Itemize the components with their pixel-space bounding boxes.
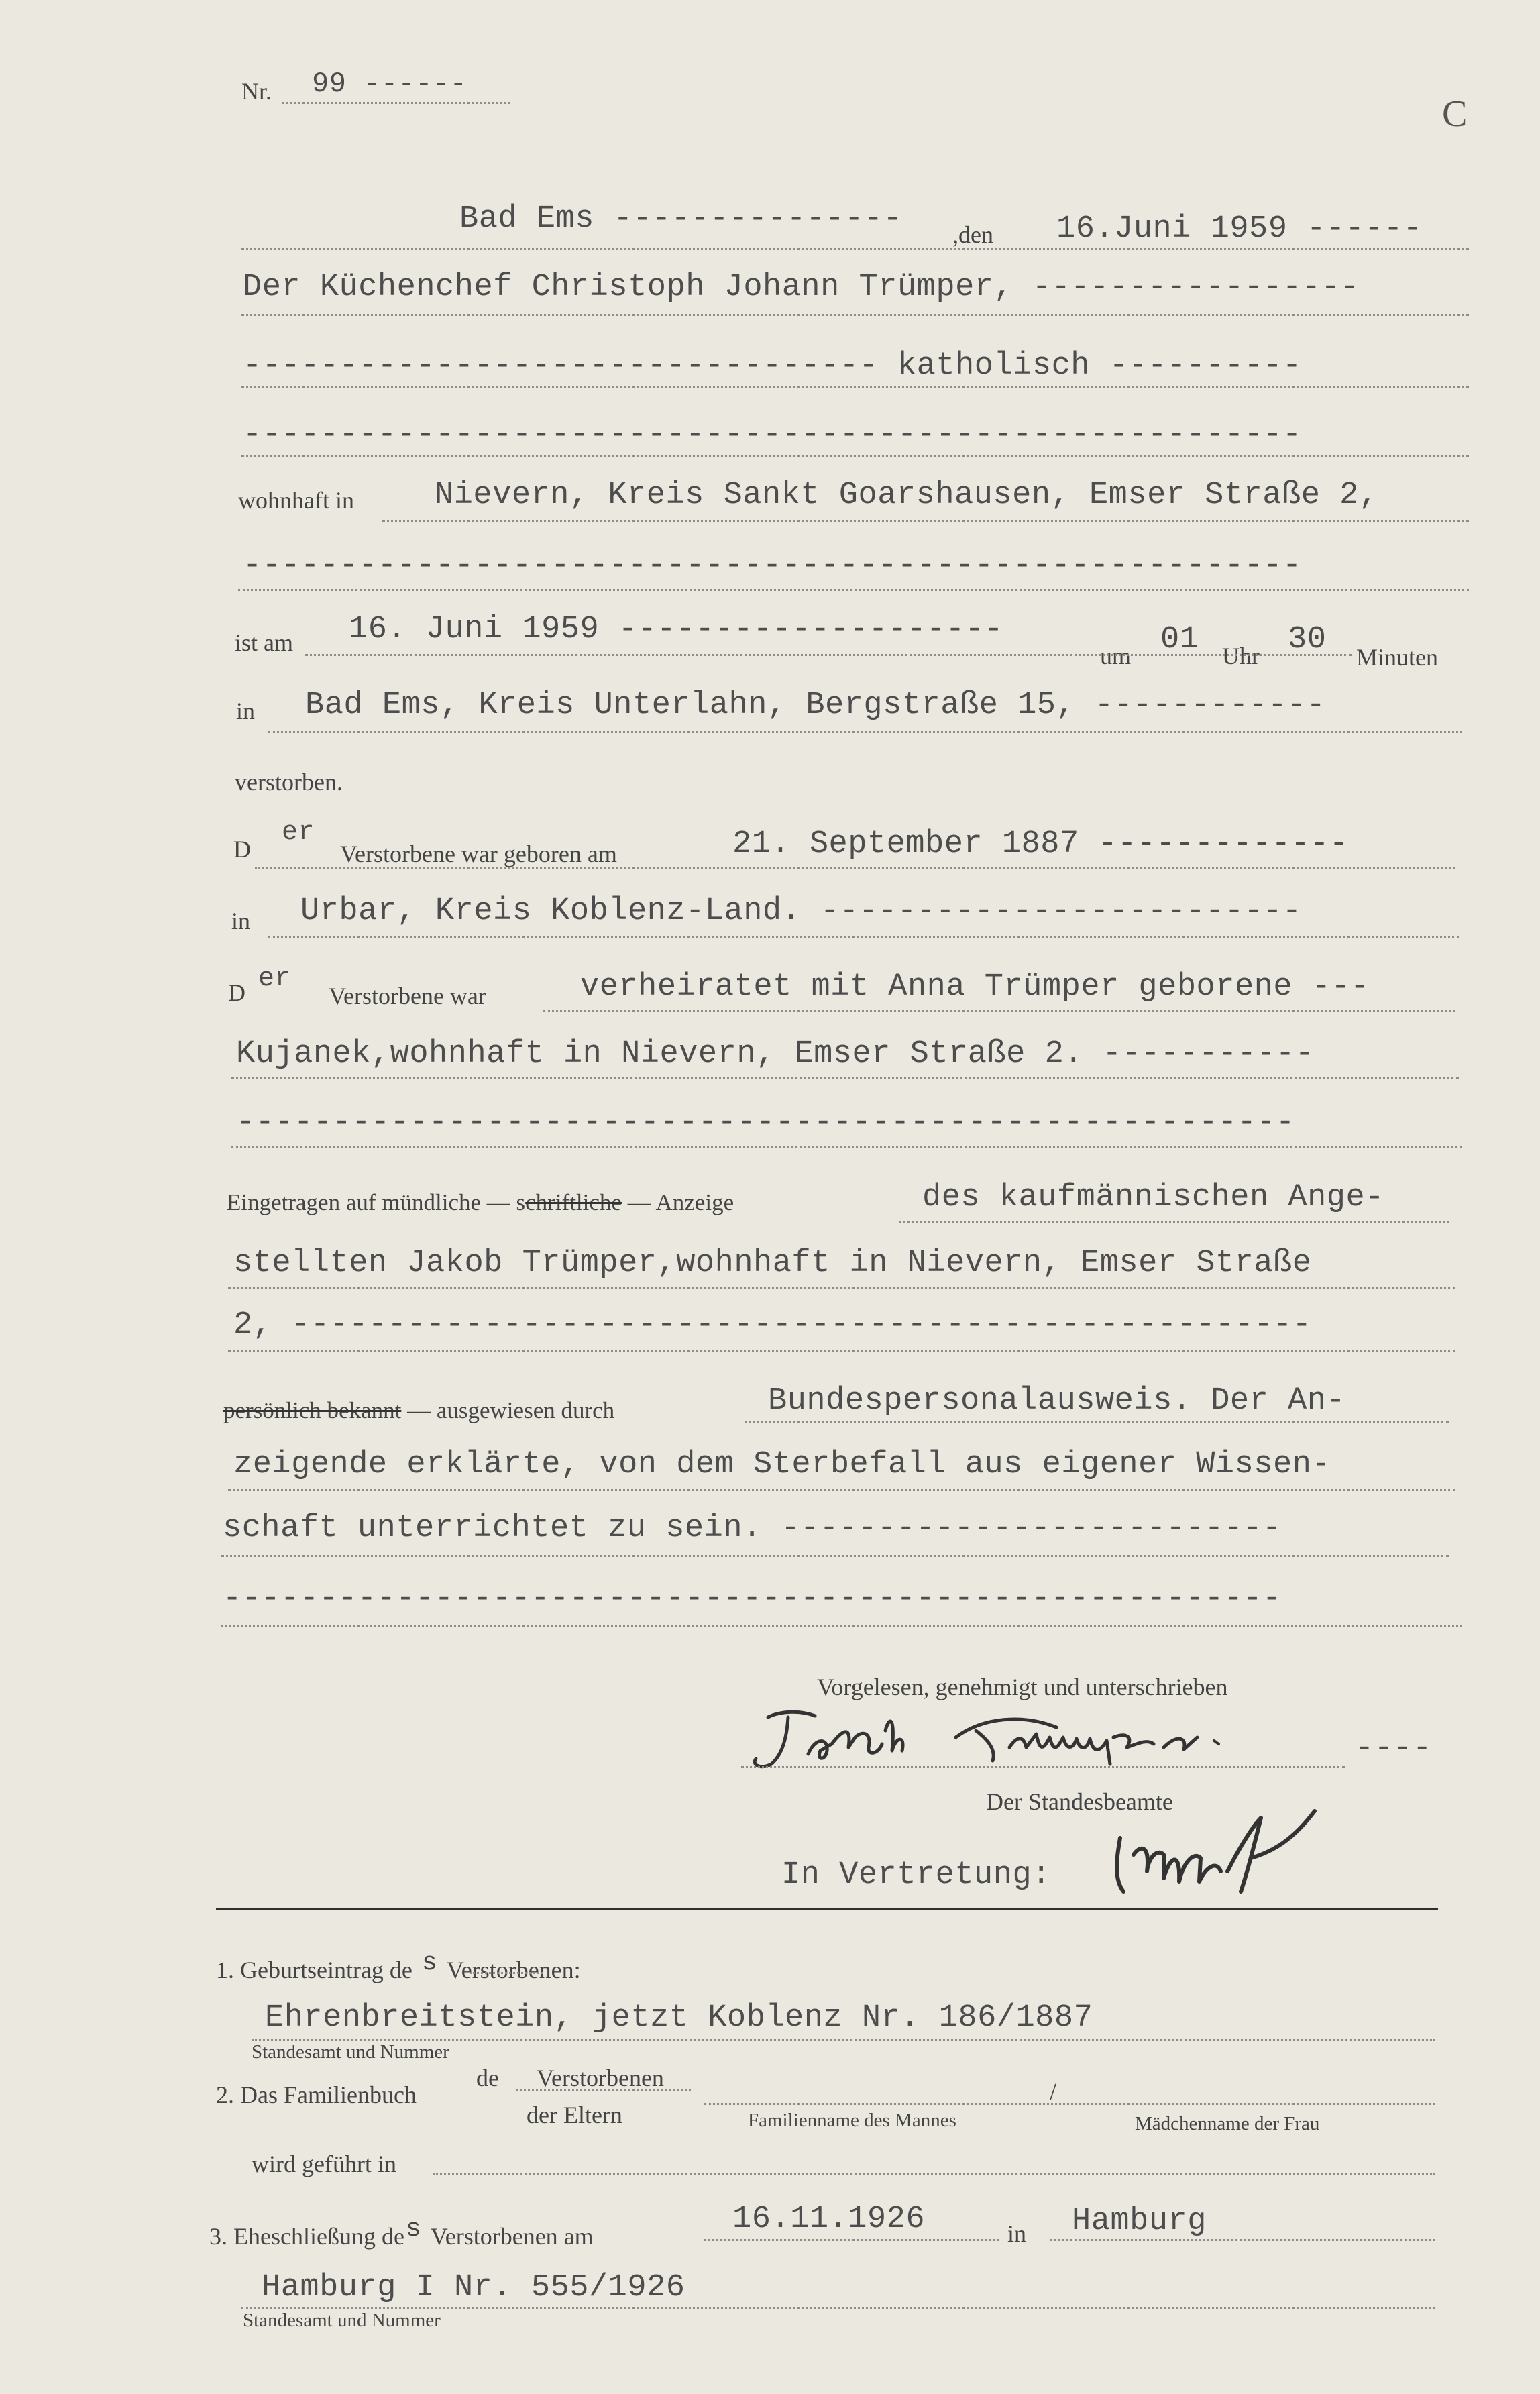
death-minute-value: 30 [1288,622,1327,657]
identification-line-3: schaft unterrichtet zu sein. -------------------------- [223,1511,1282,1546]
line-identification-3 [221,1555,1449,1557]
informant-line-3: 2, ----------------------------------------------------- [233,1307,1312,1343]
ist-am-label: ist am [235,629,293,656]
line-note-2-de [516,2089,691,2091]
death-in-label: in [236,698,256,724]
line-death-place [268,731,1462,733]
informant-label-b: — Anzeige [627,1189,734,1215]
note-2-gefuehrt: wird geführt in [252,2151,396,2177]
marital-line-1: verheiratet mit Anna Trümper geborene --- [580,969,1370,1005]
corner-letter: C [1442,93,1468,135]
marital-line-2: Kujanek,wohnhaft in Nievern, Emser Straße 2. ----------- [236,1036,1315,1072]
line-wohnhaft [382,520,1469,522]
note-1-caption: Standesamt und Nummer [252,2041,449,2063]
informant-line-1: des kaufmännischen Ange- [922,1180,1384,1215]
note-3-suffix: s [405,2215,421,2244]
death-place-value: Bad Ems, Kreis Unterlahn, Bergstraße 15, ------------ [305,688,1326,723]
note-3-place: Hamburg [1072,2203,1207,2239]
note-3-label-a: 3. Eheschließung de [209,2223,404,2250]
nr-label: Nr. [241,78,272,105]
uhr-label: Uhr [1222,643,1260,669]
note-3-label [209,2217,594,2248]
um-label: um [1100,643,1132,669]
registrar-label: Der Standesbeamte [986,1788,1173,1815]
line-identification-4 [221,1625,1462,1627]
note-3-in: in [1007,2220,1027,2247]
deceased-line-2: --------------------------------- katholisch ---------- [243,348,1302,384]
birth-d-label: D [233,836,251,863]
den-label: ,den [952,221,993,248]
line-informant-signature [741,1766,1345,1768]
wohnhaft-label: wohnhaft in [238,487,354,514]
note-1-label-b: Verstorbenen: [446,1957,581,1983]
minuten-label: Minuten [1356,644,1438,671]
death-date-value: 16. Juni 1959 -------------------- [349,612,1003,647]
line-deceased-2 [241,386,1469,388]
deceased-line-3: ------------------------------------------------------- [243,417,1302,453]
informant-line-2: stellten Jakob Trümper,wohnhaft in Nievern, Emser Straße [233,1246,1312,1281]
date-value: 16.Juni 1959 ------ [1056,211,1423,247]
death-hour-value: 01 [1160,622,1199,657]
line-birth-date [255,867,1455,869]
note-2-slash: / [1050,2078,1057,2105]
line-place-date [241,248,1469,250]
line-wohnhaft-2 [238,589,1469,591]
note-2-maedchenname: Mädchenname der Frau [1135,2113,1320,2134]
identification-line-1: Bundespersonalausweis. Der An- [768,1383,1346,1419]
line-informant-1 [899,1221,1449,1223]
line-marital-2 [231,1077,1459,1079]
birth-date-value: 21. September 1887 ------------- [732,826,1349,862]
note-2-label: 2. Das Familienbuch [216,2081,417,2108]
verstorben-label: verstorben. [235,769,343,796]
note-2-verstorbenen: Verstorbenen [537,2065,664,2091]
identification-line-4: ------------------------------------------------------- [223,1581,1282,1617]
note-2-familienname: Familienname des Mannes [748,2110,956,2131]
line-note-3-place [1050,2239,1435,2241]
note-1-label [216,1951,581,1982]
line-note-1-suffix [470,1972,543,1974]
note-1-label-a: 1. Geburtseintrag de [216,1957,412,1983]
identification-label [223,1399,614,1422]
informant-label-a: Eingetragen auf mündliche — s [227,1189,526,1215]
place-value: Bad Ems --------------- [459,201,903,237]
marital-d-label: D [228,979,245,1006]
line-informant-3 [228,1350,1455,1352]
separator-rule [216,1908,1438,1910]
birth-in-label: in [231,908,251,934]
note-3-label-b: Verstorbenen am [430,2223,594,2250]
note-3-date: 16.11.1926 [732,2201,926,2237]
informant-signature [741,1697,1331,1778]
birth-label: Verstorbene war geboren am [340,840,617,867]
line-note-3-date [704,2239,999,2241]
note-1-value: Ehrenbreitstein, jetzt Koblenz Nr. 186/1887 [265,2000,1093,2036]
deceased-line-1: Der Küchenchef Christoph Johann Trümper, ----------------- [243,270,1360,305]
line-marital-1 [543,1010,1455,1012]
nr-dotted-line [282,102,510,104]
marital-label: Verstorbene war [329,983,486,1010]
read-approved-label: Vorgelesen, genehmigt und unterschrieben [817,1674,1228,1700]
wohnhaft-value: Nievern, Kreis Sankt Goarshausen, Emser Straße 2, [435,478,1378,513]
note-3-caption: Standesamt und Nummer [243,2309,441,2331]
birth-er-suffix: er [282,818,315,848]
nr-value: 99 ------ [312,68,468,100]
birth-place-value: Urbar, Kreis Koblenz-Land. ------------------------- [300,893,1302,929]
note-2-de: de [476,2065,499,2091]
identification-line-2: zeigende erklärte, von dem Sterbefall aus eigener Wissen- [233,1447,1331,1482]
line-note-2 [704,2103,1435,2105]
line-identification-1 [745,1421,1449,1423]
informant-label-struck: chriftliche [525,1189,622,1215]
registrar-signature [1100,1798,1382,1905]
identification-struck: persönlich bekannt [223,1397,402,1423]
line-deceased-3 [241,455,1469,457]
identification-label-text: — ausgewiesen durch [407,1397,615,1423]
note-3-value: Hamburg I Nr. 555/1926 [262,2270,685,2305]
line-identification-2 [228,1489,1455,1491]
informant-label [227,1191,734,1214]
line-marital-3 [231,1146,1462,1148]
line-birth-place [268,936,1459,938]
marital-line-3: ------------------------------------------------------- [236,1105,1295,1140]
line-informant-2 [228,1287,1455,1289]
line-note-2-gefuehrt [433,2173,1435,2175]
note-1-suffix: s [421,1949,437,1977]
note-2-eltern: der Eltern [527,2102,622,2128]
marital-er-suffix: er [258,964,292,994]
line-death-date [305,654,1352,656]
wohnhaft-line-2: ------------------------------------------------------- [243,548,1302,584]
line-deceased-1 [241,314,1469,316]
in-vertretung-label: In Vertretung: [781,1857,1051,1893]
informant-signature-dashes: ---- [1355,1731,1432,1766]
